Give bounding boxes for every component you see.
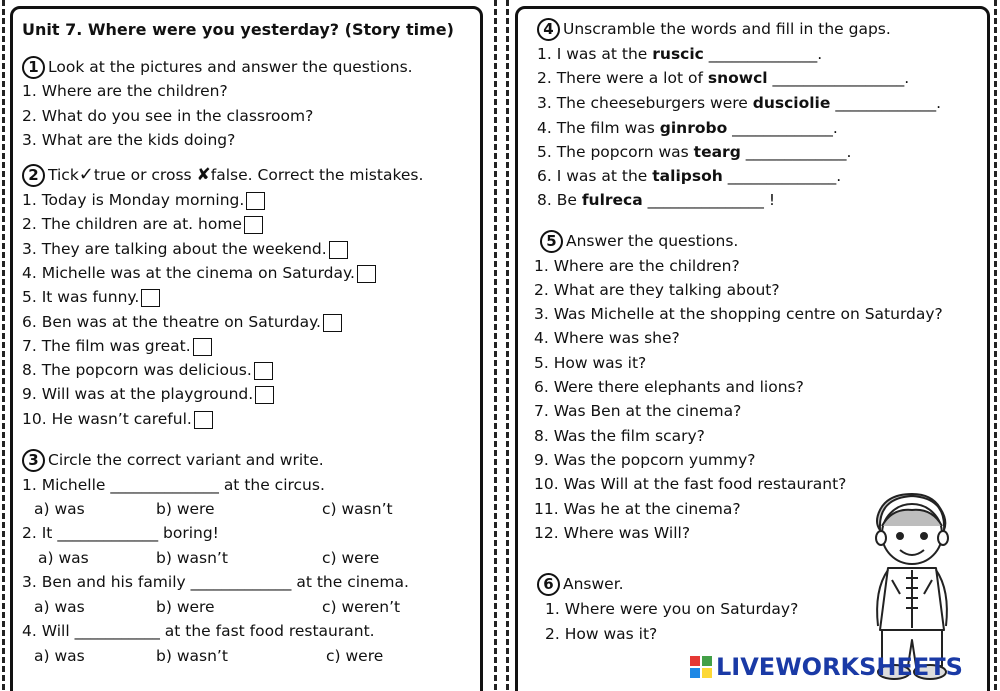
answer-checkbox[interactable] [323,314,342,332]
option-c[interactable]: c) were [326,647,384,665]
tf-statement [22,360,273,380]
option-a[interactable]: a) was [34,598,85,616]
left-border-stitch [494,0,497,691]
option-a[interactable]: a) was [34,500,85,518]
right-border-stitch [994,0,997,691]
question-text: 1. Michelle [22,476,106,494]
answer-checkbox[interactable] [193,338,212,356]
ex5-question: 7. Was Ben at the cinema? [534,402,742,420]
ex5-question: 1. Where are the children? [534,257,740,275]
ex6-question: 1. Where were you on Saturday? [545,600,799,618]
ex6-question: 2. How was it? [545,625,658,643]
scrambled-word: snowcl [707,69,768,87]
statement-text: 6. Ben was at the theatre on Saturday. [22,313,321,331]
ex5-question: 4. Where was she? [534,329,680,347]
item-text: 4. The film was [537,119,660,137]
unscramble-item [537,166,841,186]
tick-icon: ✓ [78,164,94,185]
ex1-question: 1. Where are the children? [22,82,228,100]
statement-text: 9. Will was at the playground. [22,385,254,403]
answer-checkbox[interactable] [357,265,376,283]
tf-statement [22,336,212,356]
ex5-question: 10. Was Will at the fast food restaurant? [534,475,847,493]
answer-checkbox[interactable] [246,192,265,210]
exercise-5-header [540,230,738,253]
option-b[interactable]: b) were [156,598,215,616]
scrambled-word: ruscic [652,45,704,63]
exercise-6-header [537,573,624,596]
item-text: 1. I was at the [537,45,653,63]
instruction-part: false. Correct the mistakes. [210,166,424,184]
answer-blank[interactable]: _____________. [727,119,838,137]
tf-statement [22,239,348,259]
mc-question [22,523,219,543]
ex5-question: 6. Were there elephants and lions? [534,378,804,396]
logo-mark-icon [690,656,712,678]
scrambled-word: ginrobo [659,119,728,137]
tf-statement [22,287,160,307]
answer-blank[interactable]: _____________ [57,524,159,542]
statement-text: 10. He wasn’t careful. [22,410,192,428]
ex5-question: 11. Was he at the cinema? [534,500,741,518]
answer-blank[interactable]: ______________. [722,167,842,185]
exercise-4-header [537,18,891,41]
question-text: boring! [163,524,219,542]
unscramble-item [537,68,909,88]
exercise-3-instruction: Circle the correct variant and write. [48,451,324,469]
statement-text: 7. The film was great. [22,337,191,355]
instruction-part: Tick [48,166,79,184]
option-b[interactable]: b) wasn’t [156,549,228,567]
question-text: 4. Will [22,622,70,640]
unscramble-item [537,118,838,138]
item-text: 3. The cheeseburgers were [537,94,753,112]
statement-text: 5. It was funny. [22,288,140,306]
ex5-question: 12. Where was Will? [534,524,691,542]
exercise-number-badge: 4 [537,18,560,41]
answer-blank[interactable]: _______________ ! [642,191,776,209]
answer-blank[interactable]: ______________. [703,45,823,63]
exercise-6-instruction: Answer. [563,575,624,593]
question-text: at the cinema. [296,573,409,591]
tf-statement [22,384,274,404]
exercise-4-instruction: Unscramble the words and fill in the gaps. [563,20,891,38]
ex1-question: 3. What are the kids doing? [22,131,236,149]
option-a[interactable]: a) was [38,549,89,567]
answer-checkbox[interactable] [194,411,213,429]
ex5-question: 9. Was the popcorn yummy? [534,451,756,469]
answer-blank[interactable]: _____________ [190,573,292,591]
statement-text: 2. The children are at. home [22,215,242,233]
option-a[interactable]: a) was [34,647,85,665]
question-text: at the fast food restaurant. [164,622,375,640]
mc-question [22,621,375,641]
tf-statement [22,190,265,210]
answer-checkbox[interactable] [254,362,273,380]
right-border-stitch [506,0,509,691]
question-text: 3. Ben and his family [22,573,186,591]
option-c[interactable]: c) weren’t [322,598,401,616]
item-text: 8. Be [537,191,582,209]
ex5-question: 8. Was the film scary? [534,427,705,445]
answer-checkbox[interactable] [329,241,348,259]
option-b[interactable]: b) were [156,500,215,518]
exercise-1-instruction: Look at the pictures and answer the questions. [48,58,413,76]
answer-blank[interactable]: _____________. [830,94,941,112]
unscramble-item [537,44,822,64]
answer-blank[interactable]: _________________. [767,69,910,87]
option-b[interactable]: b) wasn’t [156,647,228,665]
exercise-5-instruction: Answer the questions. [566,232,739,250]
tf-statement [22,409,213,429]
ex5-question: 3. Was Michelle at the shopping centre on Saturday? [534,305,943,323]
exercise-2-header [22,164,423,187]
left-border-stitch [2,0,5,691]
liveworksheets-logo [690,652,990,682]
exercise-number-badge: 6 [537,573,560,596]
exercise-1-header [22,56,413,79]
item-text: 6. I was at the [537,167,653,185]
exercise-number-badge: 3 [22,449,45,472]
answer-checkbox[interactable] [141,289,160,307]
question-text: at the circus. [223,476,325,494]
item-text: 2. There were a lot of [537,69,708,87]
unscramble-item [537,190,775,210]
answer-blank[interactable]: _____________. [740,143,852,161]
logo-text: LIVEWORKSHEETS [716,653,963,681]
mc-question [22,572,409,592]
unscramble-item [537,93,941,113]
ex5-question: 5. How was it? [534,354,647,372]
cross-icon: ✘ [196,165,211,185]
statement-text: 3. They are talking about the weekend. [22,240,327,258]
ex5-question: 2. What are they talking about? [534,281,780,299]
exercise-number-badge: 1 [22,56,45,79]
answer-checkbox[interactable] [244,216,263,234]
worksheet-title: Unit 7. Where were you yesterday? (Story time) [22,20,454,39]
exercise-number-badge: 5 [540,230,563,253]
answer-blank[interactable]: ______________ [110,476,219,494]
question-text: 2. It [22,524,53,542]
mc-question [22,475,325,495]
scrambled-word: tearg [693,143,741,161]
statement-text: 1. Today is Monday morning. [22,191,245,209]
exercise-3-header [22,449,324,472]
tf-statement [22,263,376,283]
exercise-number-badge: 2 [22,164,45,187]
scrambled-word: talipsoh [652,167,723,185]
tf-statement [22,214,263,234]
statement-text: 8. The popcorn was delicious. [22,361,252,379]
instruction-part: true or cross [93,166,192,184]
item-text: 5. The popcorn was [537,143,694,161]
ex1-question: 2. What do you see in the classroom? [22,107,314,125]
scrambled-word: fulreca [581,191,643,209]
statement-text: 4. Michelle was at the cinema on Saturday. [22,264,355,282]
answer-blank[interactable]: ___________ [74,622,160,640]
scrambled-word: dusciolie [752,94,831,112]
answer-checkbox[interactable] [255,386,274,404]
unscramble-item [537,142,851,162]
option-c[interactable]: c) wasn’t [322,500,393,518]
option-c[interactable]: c) were [322,549,380,567]
tf-statement [22,312,342,332]
